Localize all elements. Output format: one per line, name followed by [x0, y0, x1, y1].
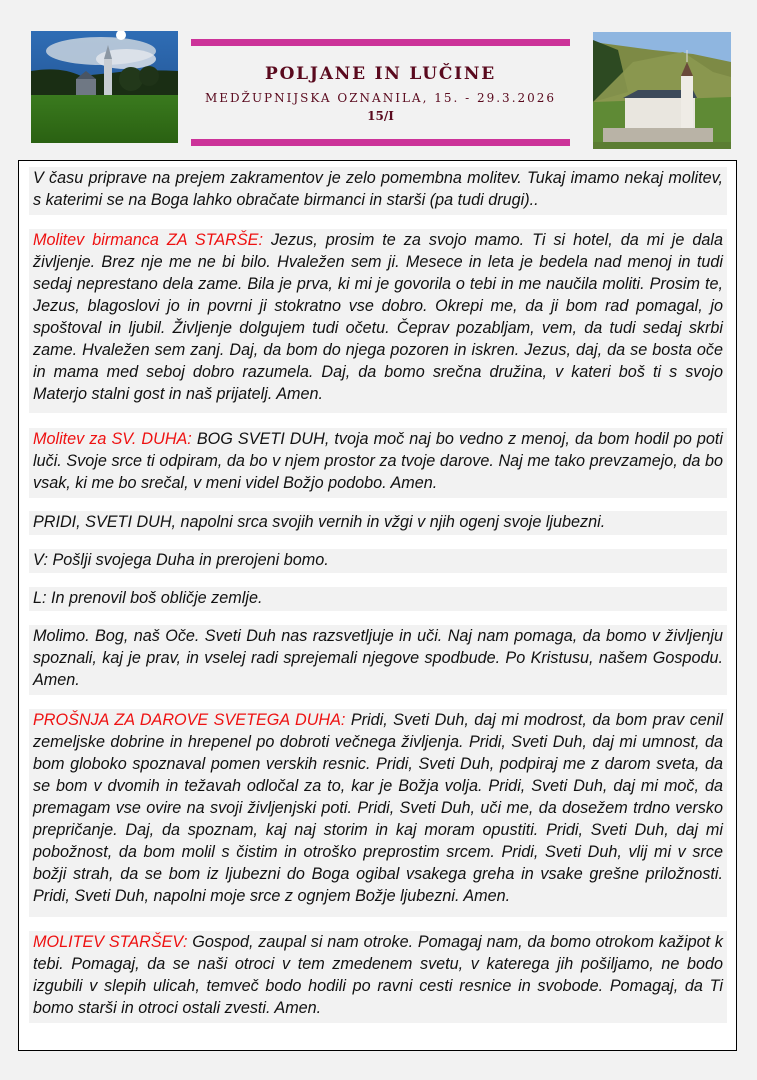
prayers-content	[18, 160, 737, 1051]
header-bottom-bar	[191, 139, 570, 146]
prayer-for-parents	[29, 229, 727, 413]
paragraph-text: BOG SVETI DUH, tvoja moč naj bo vedno z menoj, da bom hodil po poti luči. Svoje srce ti odpiram, da bo v njem prostor za tvoje darove. Naj me tako prevzamejo, da bo vsak, ki me bo srečal, v meni videl Božjo podobo. Amen.	[33, 430, 723, 492]
paragraph-text: Pridi, Sveti Duh, daj mi modrost, da bom prav cenil zemeljske dobrine in hrepenel po dobroti večnega življenja. Pridi, Sveti Duh, daj mi umnost, da bom globoko spoznaval pomen verskih resnic. Pridi, Sveti Duh, podpiraj me z darom sveta, da se bom v dvomih in težavah odločal za to, kar je Božja volja. Pridi, Sveti Duh, daj mi moč, da premagam vse ovire na svoji življenjski poti. Pridi, Sveti Duh, uči me, da dosežem trdno versko prepričanje. Daj, da spoznam, kaj naj storim in kaj moram opustiti. Pridi, Sveti Duh, daj mi pobožnost, da bom molil s čistim in otroško preprostim srcem. Pridi, Sveti Duh, vlij mi v srce božji strah, da se bom iz ljubezni do Boga ogibal vsakega greha in vsake grešne priložnosti. Pridi, Sveti Duh, napolni moje srce z ognjem Božje ljubezni. Amen.	[33, 711, 723, 905]
versicle	[29, 549, 727, 573]
issue-number: 15/I	[367, 109, 394, 123]
paragraph-text: L: In prenovil boš obličje zemlje.	[33, 589, 263, 607]
prayer-heading: Molitev birmanca ZA STARŠE:	[33, 231, 263, 249]
church-tower-meadow-image	[31, 31, 178, 143]
white-church-hillside-image	[593, 32, 731, 149]
intro-paragraph	[29, 167, 727, 215]
prayer-heading: MOLITEV STARŠEV:	[33, 933, 188, 951]
molimo-prayer	[29, 625, 727, 695]
paragraph-text: V času priprave na prejem zakramentov je zelo pomembna molitev. Tukaj imamo nekaj molitev, s katerimi se na Boga lahko obračate birmanci in starši (pa tudi drugi)..	[33, 169, 723, 209]
photo-white-church	[593, 32, 731, 149]
response	[29, 587, 727, 611]
paragraph-text: Molimo. Bog, naš Oče. Sveti Duh nas razsvetljuje in uči. Naj nam pomaga, da bomo v življenju spoznali, kaj je prav, in vselej radi sprejemali njegove spodbude. Po Kristusu, našem Gospodu. Amen.	[33, 627, 723, 689]
paragraph-text: V: Pošlji svojega Duha in prerojeni bomo.	[33, 551, 329, 569]
prayer-gifts-holy-spirit	[29, 709, 727, 917]
page-title: POLJANE IN LUČINE	[264, 64, 497, 84]
pridi-sveti-duh	[29, 511, 727, 535]
photo-church-tower	[31, 31, 178, 143]
header-top-bar	[191, 39, 570, 46]
prayer-heading: Molitev za SV. DUHA:	[33, 430, 192, 448]
paragraph-text: Jezus, prosim te za svojo mamo. Ti si hotel, da mi je dala življenje. Brez nje me ne bi bilo. Hvaležen sem ji. Mesece in leta je bedela nad menoj in tudi sedaj neprestano dela zame. Bila je prva, ki mi je govorila o tebi in me naučila moliti. Prosim te, Jezus, blagoslovi jo in povrni ji stokratno vse dobro. Okrepi me, da ji bom rad pomagal, jo spoštoval in ljubil. Življenje dolgujem tudi očetu. Čeprav pozabljam, vem, da tudi sedaj skrbi zame. Hvaležen sem zanj. Daj, da bom do njega pozoren in iskren. Jezus, daj, da se bosta oče in mama med seboj dobro razumela. Daj, da bomo srečna družina, v kateri boš ti s svojo Materjo stalni gost in naš prijatelj. Amen.	[33, 231, 723, 403]
paragraph-text: Gospod, zaupal si nam otroke. Pomagaj nam, da bomo otrokom kažipot k tebi. Pomagaj, da se naši otroci v tem zmedenem svetu, v katerega jih pošiljamo, ne bodo izgubili v slepih ulicah, temveč bodo hodili po ravni cesti resnice in svobode. Pomagaj, da Ti bomo starši in otroci ostali zvesti. Amen.	[33, 933, 723, 1017]
page-subtitle: MEDŽUPNIJSKA OZNANILA, 15. - 29.3.2026	[204, 91, 557, 105]
paragraph-text: PRIDI, SVETI DUH, napolni srca svojih vernih in vžgi v njih ogenj svoje ljubezni.	[33, 513, 606, 531]
prayer-holy-spirit	[29, 428, 727, 498]
prayer-of-parents	[29, 931, 727, 1023]
prayer-heading: PROŠNJA ZA DAROVE SVETEGA DUHA:	[33, 711, 346, 729]
newsletter-header	[191, 39, 570, 147]
